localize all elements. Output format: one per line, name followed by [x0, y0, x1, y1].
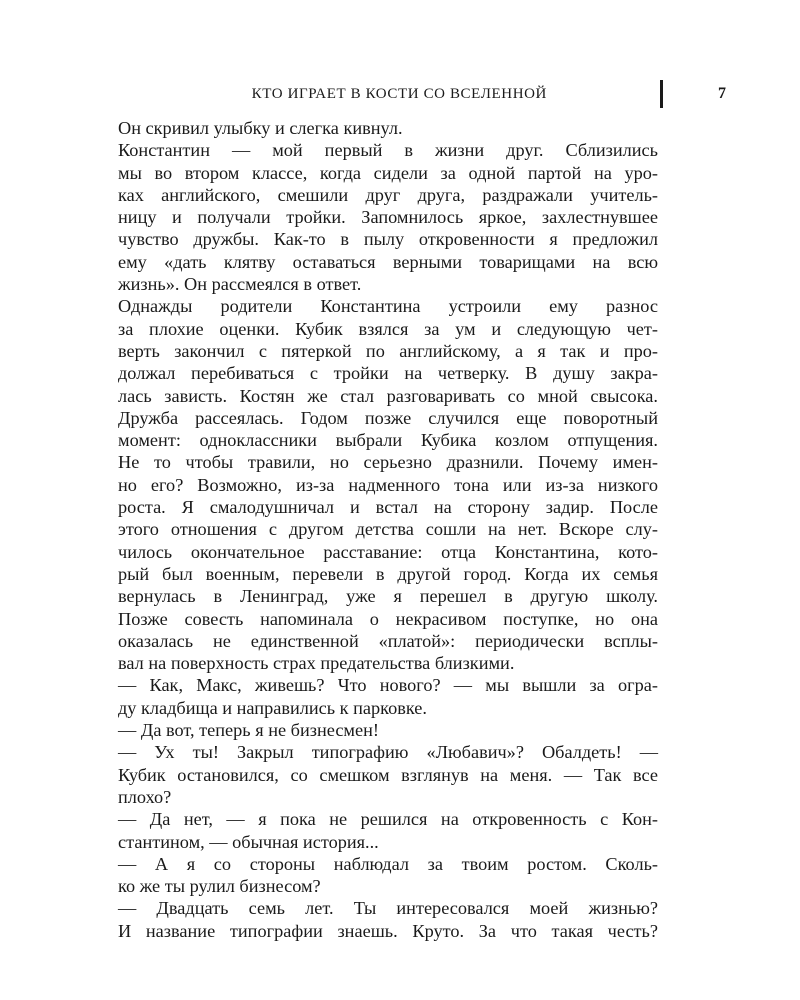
text-line: Он скривил улыбку и слегка кивнул. [118, 118, 403, 138]
text-line: лась зависть. Костян же стал разговаривать со мной свысока. [118, 385, 658, 406]
text-line: рый был военным, перевели в другой город. Когда их семья [118, 563, 658, 584]
text-line: — Ух ты! Закрыл типографию «Любавич»? Обалдеть! — [118, 742, 658, 763]
text-line: Кубик остановился, со смешком взглянув на меня. — Так все [118, 764, 658, 785]
text-line: верть закончил с пятеркой по английскому, а я так и про- [118, 340, 658, 361]
text-line: Константин — мой первый в жизни друг. Сблизились [118, 140, 658, 161]
text-line: — Как, Макс, живешь? Что нового? — мы вышли за огра- [118, 675, 658, 696]
text-line: чилось окончательное расставание: отца Константина, кото- [118, 541, 658, 562]
running-header [118, 80, 730, 112]
text-line: вал на поверхность страх предательства близкими. [118, 653, 515, 674]
text-line: жизнь». Он рассмеялся в ответ. [118, 274, 362, 295]
text-line: Позже совесть напоминала о некрасивом поступке, но она [118, 608, 658, 629]
text-line: стантином, — обычная история... [118, 831, 379, 852]
text-line: — Двадцать семь лет. Ты интересовался моей жизнью? [118, 898, 658, 919]
text-line: должал перебиваться с тройки на четверку. В душу закра- [118, 363, 658, 384]
text-line: — Да нет, — я пока не решился на откровенность с Кон- [118, 809, 658, 830]
running-title: КТО ИГРАЕТ В КОСТИ СО ВСЕЛЕННОЙ [251, 86, 547, 102]
text-line: роста. Я смалодушничал и встал на сторону задир. После [118, 497, 658, 518]
text-line: ему «дать клятву оставаться верными товарищами на всю [118, 251, 658, 272]
text-line: ко же ты рулил бизнесом? [118, 876, 321, 897]
text-line: момент: одноклассники выбрали Кубика козлом отпущения. [118, 430, 658, 451]
text-line: чувство дружбы. Как-то в пылу откровенности я предложил [118, 229, 658, 250]
text-line: вернулась в Ленинград, уже я перешел в другую школу. [118, 586, 658, 607]
text-line: оказалась не единственной «платой»: периодически всплы- [118, 630, 658, 651]
text-line: плохо? [118, 786, 172, 807]
text-line: мы во втором классе, когда сидели за одной партой на уро- [118, 162, 658, 183]
text-line: И название типографии знаешь. Круто. За что такая честь? [118, 920, 658, 941]
text-line: ду кладбища и направились к парковке. [118, 697, 427, 718]
text-line: этого отношения с другом детства сошли на нет. Вскоре слу- [118, 519, 658, 540]
header-divider [660, 80, 663, 108]
text-line: ницу и получали тройки. Запомнилось яркое, захлестнувшее [118, 207, 658, 228]
page-number: 7 [718, 85, 726, 102]
text-line: — А я со стороны наблюдал за твоим ростом. Сколь- [118, 853, 658, 874]
text-line: Дружба рассеялась. Годом позже случился еще поворотный [118, 407, 658, 428]
text-line: — Да вот, теперь я не бизнесмен! [118, 720, 379, 741]
text-line: ках английского, смешили друг друга, раздражали учитель- [118, 184, 658, 205]
text-line: Однажды родители Константина устроили ему разнос [118, 296, 658, 317]
text-line: Не то чтобы травили, но серьезно дразнили. Почему имен- [118, 452, 658, 473]
body-text [118, 117, 658, 942]
text-line: за плохие оценки. Кубик взялся за ум и следующую чет- [118, 318, 658, 339]
text-line: но его? Возможно, из-за надменного тона или из-за низкого [118, 474, 658, 495]
